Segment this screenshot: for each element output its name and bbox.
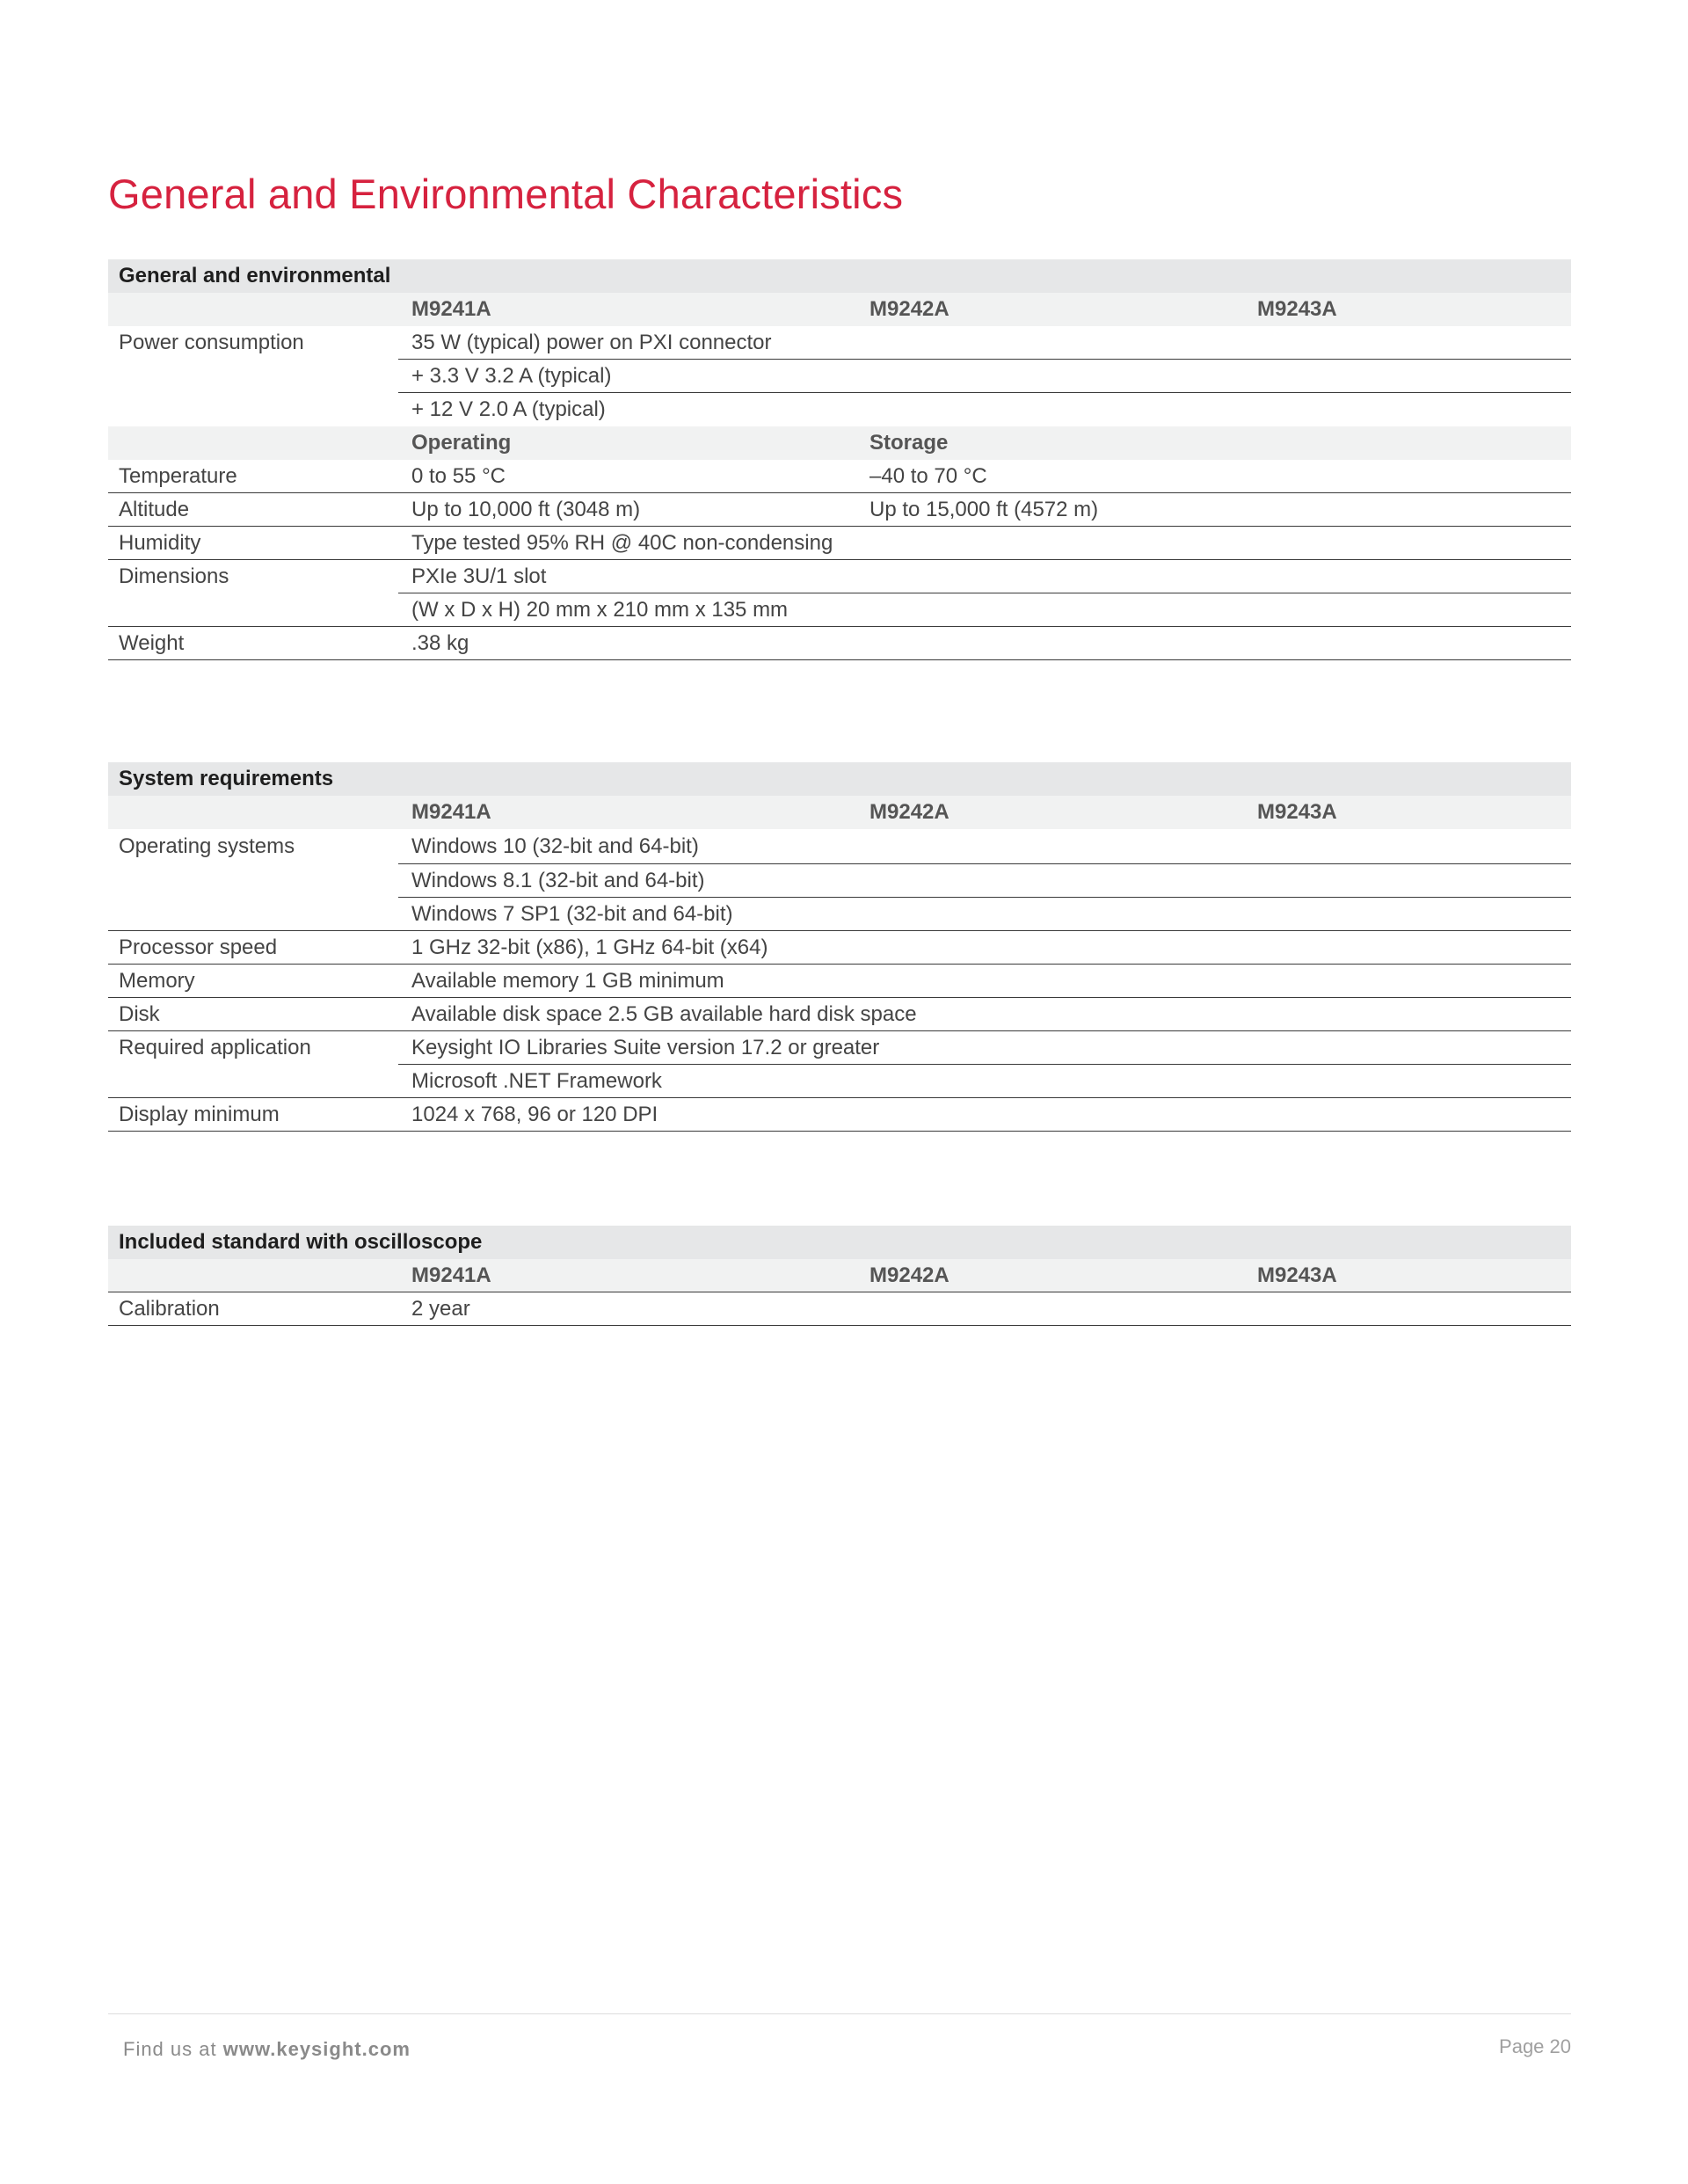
model-m9242a: M9242A <box>869 1263 950 1287</box>
model-header-row <box>108 293 1571 326</box>
section-title: System requirements <box>119 767 334 790</box>
table-section-header <box>108 259 1571 293</box>
table-section-header <box>108 762 1571 796</box>
table-row <box>108 1098 1571 1132</box>
table-row <box>108 326 1571 360</box>
footer-website-link[interactable]: www.keysight.com <box>222 2038 411 2060</box>
row-label: Display minimum <box>119 1103 280 1126</box>
table-row <box>108 560 1571 593</box>
row-label: Calibration <box>119 1297 220 1321</box>
storage-header: Storage <box>869 431 949 455</box>
table-row <box>108 1065 1571 1098</box>
included-standard-table <box>108 1226 1571 1326</box>
row-label: Required application <box>119 1036 311 1059</box>
row-label: Processor speed <box>119 935 278 959</box>
table-row <box>108 593 1571 627</box>
row-value: –40 to 70 °C <box>869 464 987 488</box>
model-m9241a: M9241A <box>411 800 491 824</box>
page-title: General and Environmental Characteristics <box>108 171 904 217</box>
row-value: 1024 x 768, 96 or 120 DPI <box>411 1103 658 1126</box>
row-label: Operating systems <box>119 834 295 858</box>
row-value: 35 W (typical) power on PXI connector <box>411 331 772 354</box>
model-m9243a: M9243A <box>1257 1263 1337 1287</box>
table-row <box>108 931 1571 965</box>
table-section-header <box>108 1226 1571 1259</box>
table-row <box>108 965 1571 998</box>
row-label: Power consumption <box>119 331 304 354</box>
table-row <box>108 1031 1571 1065</box>
row-value: Windows 7 SP1 (32-bit and 64-bit) <box>411 902 733 926</box>
general-environmental-table <box>108 259 1571 660</box>
table-row <box>108 898 1571 931</box>
row-value: Up to 10,000 ft (3048 m) <box>411 498 641 521</box>
model-m9241a: M9241A <box>411 1263 491 1287</box>
table-row <box>108 864 1571 898</box>
footer-find-us <box>123 2038 411 2061</box>
row-label: Altitude <box>119 498 190 521</box>
row-label: Disk <box>119 1002 160 1026</box>
row-value: Type tested 95% RH @ 40C non-condensing <box>411 531 833 555</box>
row-label: Weight <box>119 631 185 655</box>
row-value: + 3.3 V 3.2 A (typical) <box>411 364 612 388</box>
row-label: Memory <box>119 969 195 993</box>
table-row <box>108 460 1571 493</box>
table-row <box>108 627 1571 660</box>
table-row <box>108 998 1571 1031</box>
row-value: Windows 10 (32-bit and 64-bit) <box>411 834 699 858</box>
row-value: Available memory 1 GB minimum <box>411 969 724 993</box>
row-value: 0 to 55 °C <box>411 464 506 488</box>
table-row <box>108 393 1571 426</box>
model-header-row <box>108 796 1571 829</box>
footer-prefix: Find us at <box>123 2038 223 2060</box>
section-title: General and environmental <box>119 264 391 288</box>
row-value: + 12 V 2.0 A (typical) <box>411 397 606 421</box>
row-value: Microsoft .NET Framework <box>411 1069 662 1093</box>
model-m9243a: M9243A <box>1257 297 1337 321</box>
table-row <box>108 527 1571 560</box>
operating-header: Operating <box>411 431 512 455</box>
model-m9243a: M9243A <box>1257 800 1337 824</box>
row-label: Dimensions <box>119 564 229 588</box>
condition-header-row <box>108 426 1571 460</box>
system-requirements-table <box>108 762 1571 1132</box>
row-value: 2 year <box>411 1297 470 1321</box>
row-label: Humidity <box>119 531 201 555</box>
row-value: (W x D x H) 20 mm x 210 mm x 135 mm <box>411 598 789 622</box>
row-value: Keysight IO Libraries Suite version 17.2 or greater <box>411 1036 880 1059</box>
model-m9241a: M9241A <box>411 297 491 321</box>
row-value: Up to 15,000 ft (4572 m) <box>869 498 1099 521</box>
footer-divider <box>108 2013 1571 2014</box>
table-row <box>108 360 1571 393</box>
table-row <box>108 493 1571 527</box>
model-m9242a: M9242A <box>869 800 950 824</box>
row-value: Windows 8.1 (32-bit and 64-bit) <box>411 869 705 892</box>
row-value: .38 kg <box>411 631 469 655</box>
model-header-row <box>108 1259 1571 1292</box>
row-label: Temperature <box>119 464 237 488</box>
row-value: Available disk space 2.5 GB available hard disk space <box>411 1002 917 1026</box>
section-title: Included standard with oscilloscope <box>119 1230 483 1254</box>
row-value: 1 GHz 32-bit (x86), 1 GHz 64-bit (x64) <box>411 935 768 959</box>
table-row <box>108 829 1571 864</box>
page-number: Page 20 <box>1499 2035 1571 2057</box>
model-m9242a: M9242A <box>869 297 950 321</box>
table-row <box>108 1292 1571 1326</box>
row-value: PXIe 3U/1 slot <box>411 564 547 588</box>
